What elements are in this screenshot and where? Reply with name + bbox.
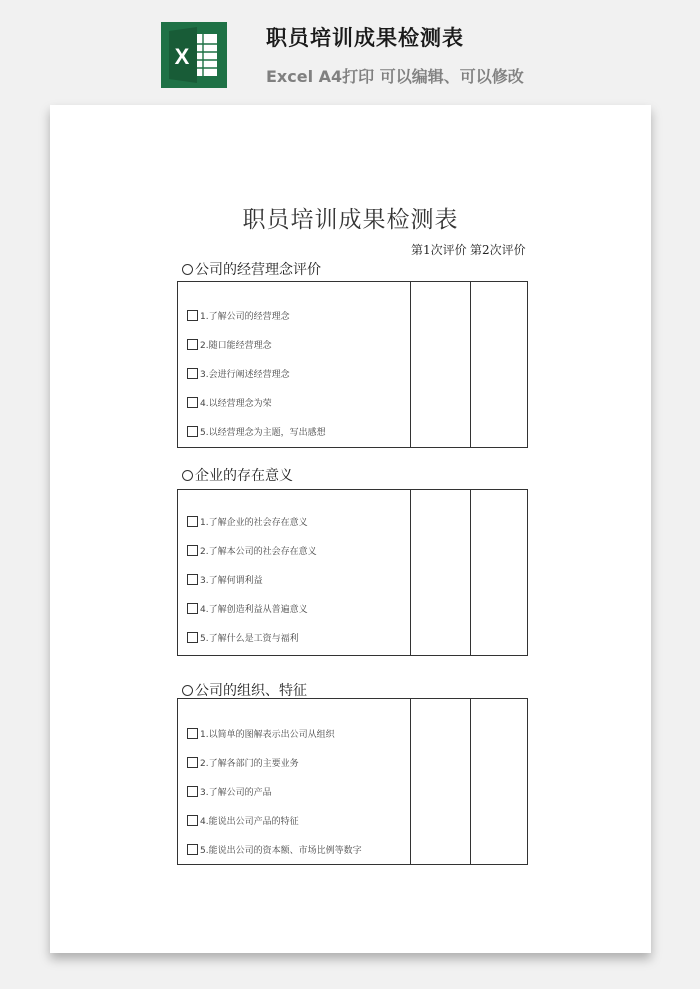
item-label: 2.了解本公司的社会存在意义 xyxy=(200,547,317,557)
section-title xyxy=(182,680,307,700)
item-label: 4.了解创造利益从普遍意义 xyxy=(200,605,308,615)
checkbox[interactable] xyxy=(187,574,198,585)
list-item xyxy=(187,723,335,739)
column-divider xyxy=(410,281,411,448)
checkbox[interactable] xyxy=(187,603,198,614)
checkbox[interactable] xyxy=(187,757,198,768)
checkbox[interactable] xyxy=(187,516,198,527)
list-item xyxy=(187,598,308,614)
list-item xyxy=(187,305,290,321)
section-title-text: 公司的组织、特征 xyxy=(195,683,307,699)
item-label: 5.能说出公司的资本额、市场比例等数字 xyxy=(200,846,362,856)
header-subtitle: Excel A4打印 可以编辑、可以修改 xyxy=(266,67,524,86)
list-item xyxy=(187,781,272,797)
document-title: 职员培训成果检测表 xyxy=(242,207,459,233)
header-title: 职员培训成果检测表 xyxy=(266,26,464,50)
checkbox[interactable] xyxy=(187,397,198,408)
list-item xyxy=(187,752,299,768)
item-label: 3.会进行阐述经营理念 xyxy=(200,370,290,380)
list-item xyxy=(187,810,299,826)
column-divider xyxy=(470,489,471,656)
section-title xyxy=(182,465,293,485)
checkbox[interactable] xyxy=(187,368,198,379)
checkbox[interactable] xyxy=(187,728,198,739)
list-item xyxy=(187,569,263,585)
list-item xyxy=(187,540,317,556)
checkbox[interactable] xyxy=(187,310,198,321)
checkbox[interactable] xyxy=(187,545,198,556)
excel-logo-letter: X xyxy=(174,44,190,69)
circle-bullet-icon xyxy=(182,470,193,481)
column-divider xyxy=(410,698,411,865)
item-label: 1.以简单的图解表示出公司从组织 xyxy=(200,730,335,740)
circle-bullet-icon xyxy=(182,264,193,275)
item-label: 2.了解各部门的主要业务 xyxy=(200,759,299,769)
list-item xyxy=(187,511,308,527)
checkbox[interactable] xyxy=(187,844,198,855)
list-item xyxy=(187,363,290,379)
column-divider xyxy=(470,281,471,448)
excel-icon xyxy=(161,22,227,88)
list-item xyxy=(187,334,272,350)
item-label: 1.了解公司的经营理念 xyxy=(200,312,290,322)
section-title xyxy=(182,259,321,279)
item-label: 2.随口能经营理念 xyxy=(200,341,272,351)
column-divider xyxy=(470,698,471,865)
item-label: 1.了解企业的社会存在意义 xyxy=(200,518,308,528)
column-divider xyxy=(410,489,411,656)
list-item xyxy=(187,627,299,643)
item-label: 4.能说出公司产品的特征 xyxy=(200,817,299,827)
item-label: 5.了解什么是工资与福利 xyxy=(200,634,299,644)
section-title-text: 公司的经营理念评价 xyxy=(195,262,321,278)
checkbox[interactable] xyxy=(187,786,198,797)
item-label: 4.以经营理念为荣 xyxy=(200,399,272,409)
evaluation-table xyxy=(177,281,528,448)
section-title-text: 企业的存在意义 xyxy=(195,468,293,484)
document-page xyxy=(50,105,651,953)
column-header-first-evaluation: 第1次评价 xyxy=(411,243,467,257)
checkbox[interactable] xyxy=(187,339,198,350)
column-header-second-evaluation: 第2次评价 xyxy=(470,243,526,257)
evaluation-table xyxy=(177,698,528,865)
item-label: 3.了解何谓利益 xyxy=(200,576,263,586)
item-label: 5.以经营理念为主题，写出感想 xyxy=(200,428,326,438)
list-item xyxy=(187,392,272,408)
checkbox[interactable] xyxy=(187,632,198,643)
evaluation-table xyxy=(177,489,528,656)
list-item xyxy=(187,421,326,437)
circle-bullet-icon xyxy=(182,685,193,696)
list-item xyxy=(187,839,362,855)
checkbox[interactable] xyxy=(187,426,198,437)
item-label: 3.了解公司的产品 xyxy=(200,788,272,798)
checkbox[interactable] xyxy=(187,815,198,826)
